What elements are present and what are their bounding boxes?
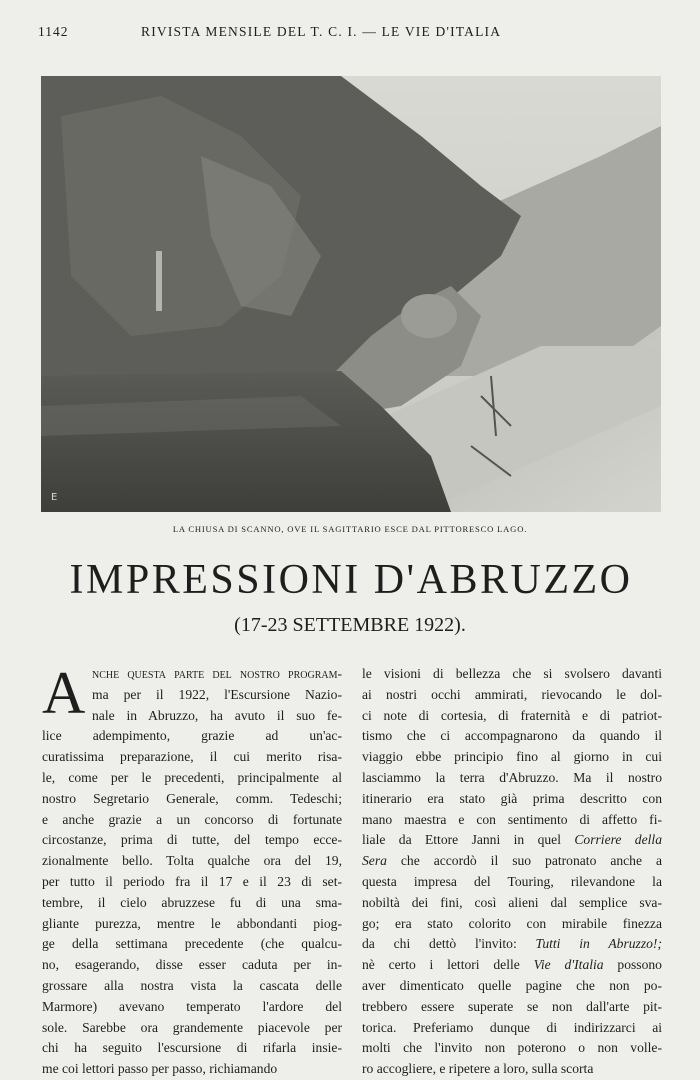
text-line: liale da Ettore Janni in quel Corriere della (362, 832, 662, 848)
drop-cap: A (42, 660, 86, 726)
text-line: lice adempimento, grazie ad un'ac- (42, 728, 342, 744)
text-line: da chi dettò l'invito: Tutti in Abruzzo!; (362, 936, 662, 952)
text-line: itinerario era stato già prima descritto con (362, 790, 662, 806)
text-line: sole. Sarebbe ora grandemente piacevole per (42, 1019, 342, 1035)
text-line: le, come per le precedenti, principalmente al (42, 769, 342, 785)
text-line: aver dimenticato quelle pagine che non po- (362, 977, 662, 993)
text-line: tembre, il cielo abruzzese fu di una sma- (42, 894, 342, 910)
text-line: ci note di cortesia, di fraternità e di patriot- (362, 707, 662, 723)
text-line: e anche grazie a un concorso di fortunate (42, 811, 342, 827)
page-header (38, 24, 660, 44)
text-line: ro accogliere, e ripetere a loro, sulla scorta (362, 1061, 594, 1077)
text-line: mano maestra e con sentimento di affetto fi- (362, 811, 662, 827)
running-title: RIVISTA MENSILE DEL T. C. I. — LE VIE D'ITALIA (141, 24, 502, 39)
text-line: nche questa parte del nostro program- (92, 666, 342, 681)
text-line: viaggio ebbe principio fino al giorno in cui (362, 749, 662, 765)
text-line: gliante purezza, mentre le abbondanti piog- (42, 915, 342, 931)
text-line: questa impresa del Touring, rilevandone la (362, 873, 662, 889)
italic-title: Vie d'Italia (533, 957, 604, 973)
text-line: le visioni di bellezza che si svolsero davanti (362, 666, 662, 681)
italic-quote: Tutti in Abruzzo!; (535, 936, 662, 952)
text-line: lasciammo la terra d'Abruzzo. Ma il nostro (362, 769, 662, 785)
text-line: nostro Segretario Generale, comm. Tedeschi; (42, 790, 342, 806)
text-line: nè certo i lettori delle Vie d'Italia possono (362, 957, 662, 973)
article-title: IMPRESSIONI D'ABRUZZO (69, 557, 633, 603)
right-column (362, 664, 662, 1080)
text-line: nale in Abruzzo, ha avuto il suo fe- (92, 707, 342, 723)
photo-caption: LA CHIUSA DI SCANNO, OVE IL SAGITTARIO ESCE DAL PITTORESCO LAGO. (172, 524, 528, 534)
italic-title: Corriere della (574, 832, 662, 848)
text-line: molti che l'invito non poterono o non volle- (362, 1040, 662, 1056)
page-number: 1142 (38, 24, 69, 39)
text-line: go; era stato colorito con mirabile finezza (362, 915, 662, 931)
text-line: Marmore) avevano temperato l'ardore del (42, 998, 342, 1014)
text-line: curatissima preparazione, il cui merito risa- (42, 749, 342, 765)
article-dates: (17-23 SETTEMBRE 1922). (234, 614, 466, 636)
text-line: tismo che ci accompagnarono da quando il (362, 728, 662, 744)
text-line: trebbero essere superate se non dall'arte pit- (362, 998, 662, 1014)
text-line: torica. Preferiamo dunque di indirizzarci ai (362, 1019, 662, 1035)
text-line: per tutto il periodo fra il 17 e il 23 di set- (42, 873, 342, 889)
text-line: me coi lettori passo per passo, richiamando (42, 1061, 278, 1077)
left-column (42, 660, 342, 1080)
text-line: ai nostri occhi ammirati, rievocando le dol- (362, 686, 662, 702)
text-line: chi ha seguito l'escursione di rifarla insie- (42, 1040, 342, 1056)
italic-title: Sera (362, 853, 387, 869)
text-line: grossare alla nostra vista la cascata delle (42, 977, 342, 993)
landscape-photo (41, 76, 661, 512)
text-line: circostanze, prima di tutte, del tempo ecce- (42, 832, 342, 848)
text-line: Sera che accordò il suo patronato anche a (362, 853, 662, 869)
text-line: no, esagerando, disse esser caduta per in- (42, 957, 342, 973)
text-line: ge della settimana precedente (che qualcu- (42, 936, 342, 952)
text-line: zionalmente bello. Tolta qualche ora del 19, (42, 853, 342, 869)
text-line: ma per il 1922, l'Escursione Nazio- (92, 686, 342, 702)
text-line: nobiltà dei fini, così alieni dal semplice sva- (362, 894, 662, 910)
photo-signature: E (51, 492, 58, 503)
